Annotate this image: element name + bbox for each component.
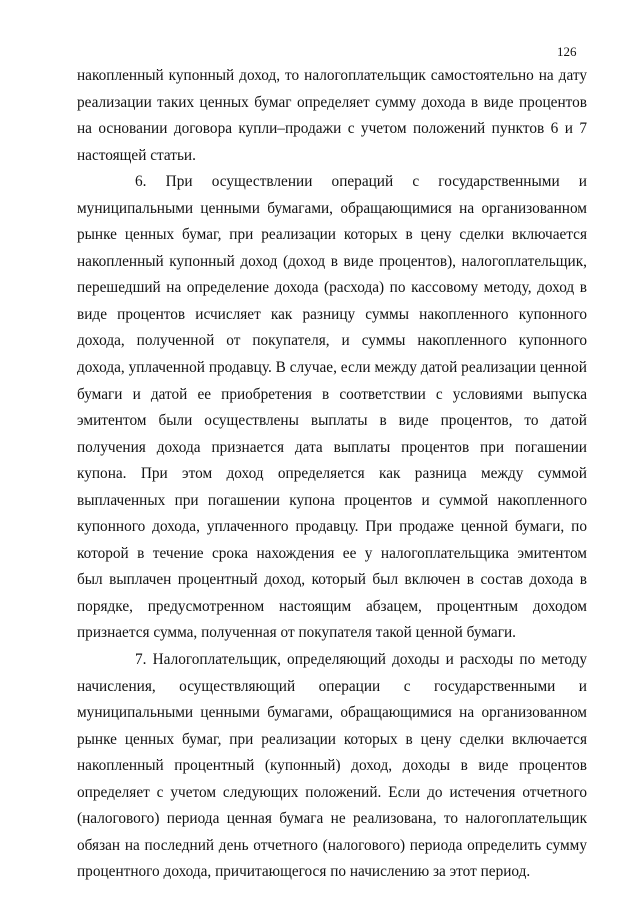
- text-line: бумаги и датой ее приобретения в соответствии с условиями выпуска: [77, 385, 587, 403]
- paragraph-6-start: 6. При осуществлении операций с государственными и: [135, 173, 587, 191]
- text-line: муниципальными ценными бумагами, обращающимися на организованном: [77, 199, 587, 217]
- text-line: реализации таких ценных бумаг определяет сумму дохода в виде процентов: [77, 93, 587, 111]
- text-line: рынке ценных бумаг, при реализации которых в цену сделки включается: [77, 730, 587, 748]
- text-line: муниципальными ценными бумагами, обращающимися на организованном: [77, 704, 587, 722]
- text-line: был выплачен процентный доход, который был включен в состав дохода в: [77, 571, 587, 589]
- text-line: выплаченных при погашении купона процентов и суммой накопленного: [77, 491, 587, 509]
- text-line: эмитентом были осуществлены выплаты в виде процентов, то датой: [77, 412, 587, 430]
- text-line: обязан на последний день отчетного (налогового) периода определить сумму: [77, 836, 587, 854]
- page-number: 126: [557, 44, 577, 59]
- text-line: которой в течение срока нахождения ее у налогоплательщика эмитентом: [77, 544, 587, 562]
- text-line: накопленный купонный доход (доход в виде процентов), налогоплательщик,: [77, 252, 587, 270]
- text-line: порядке, предусмотренном настоящим абзацем, процентным доходом: [77, 597, 587, 615]
- text-line: настоящей статьи.: [77, 146, 196, 164]
- text-line: купонного дохода, уплаченного продавцу. При продаже ценной бумаги, по: [77, 518, 587, 536]
- text-line: накопленный купонный доход, то налогоплательщик самостоятельно на дату: [77, 67, 587, 84]
- text-line: (налогового) периода ценная бумага не реализована, то налогоплательщик: [77, 810, 587, 828]
- text-line: определяет с учетом следующих положений. Если до истечения отчетного: [77, 783, 587, 801]
- document-body: [77, 63, 587, 886]
- text-line: получения дохода признается дата выплаты процентов при погашении: [77, 438, 587, 456]
- text-line: купона. При этом доход определяется как разница между суммой: [77, 465, 587, 483]
- text-line: дохода, уплаченной продавцу. В случае, если между датой реализации ценной: [77, 359, 587, 377]
- text-line: рынке ценных бумаг, при реализации которых в цену сделки включается: [77, 226, 587, 244]
- text-line: начисления, осуществляющий операции с государственными и: [77, 677, 587, 695]
- text-line: виде процентов исчисляет как разницу суммы накопленного купонного: [77, 305, 587, 323]
- text-line: дохода, полученной от покупателя, и суммы накопленного купонного: [77, 332, 587, 350]
- text-line: перешедший на определение дохода (расхода) по кассовому методу, доход в: [77, 279, 587, 297]
- text-line: процентного дохода, причитающегося по начислению за этот период.: [77, 863, 531, 881]
- text-line: накопленный процентный (купонный) доход, доходы в виде процентов: [77, 757, 587, 775]
- paragraph-7-start: 7. Налогоплательщик, определяющий доходы и расходы по методу: [135, 651, 587, 669]
- text-line: признается сумма, полученная от покупателя такой ценной бумаги.: [77, 624, 516, 642]
- text-line: на основании договора купли–продажи с учетом положений пунктов 6 и 7: [77, 120, 587, 138]
